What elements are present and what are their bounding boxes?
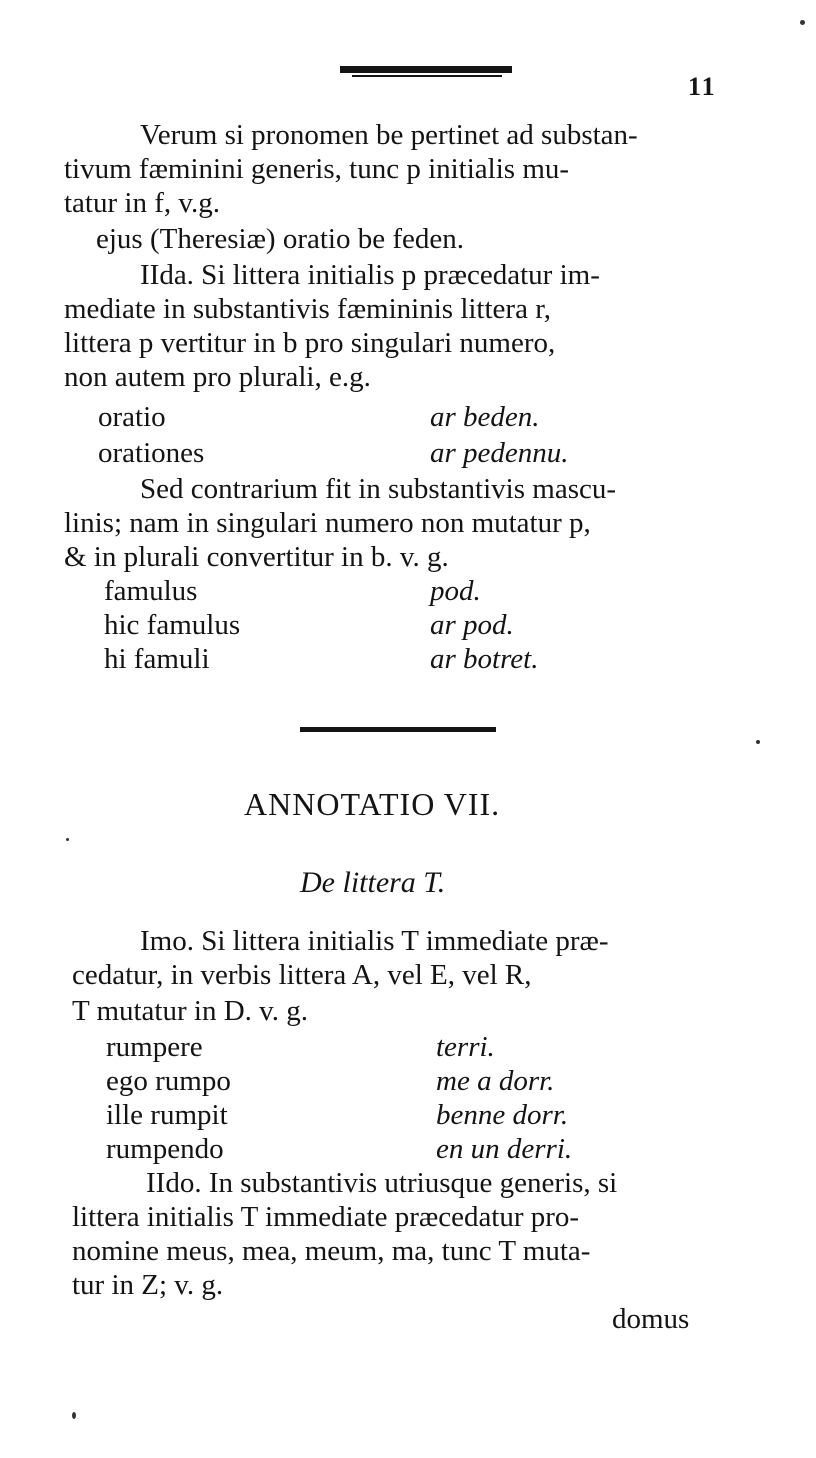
example-celtic: ar beden.: [430, 401, 540, 433]
example-celtic: en un derri.: [436, 1133, 573, 1165]
paragraph-line: IIda. Si littera initialis p præcedatur im-: [140, 259, 600, 291]
paragraph-line: linis; nam in singulari numero non mutatur p,: [64, 507, 591, 539]
example-latin: ego rumpo: [106, 1065, 231, 1097]
catchword: domus: [612, 1303, 690, 1335]
example-celtic: benne dorr.: [436, 1099, 569, 1131]
example-latin: orationes: [98, 437, 205, 469]
paragraph-line: tatur in f, v.g.: [64, 187, 220, 219]
scan-speck: [66, 838, 69, 841]
example-celtic: pod.: [430, 575, 481, 607]
paragraph-line: ejus (Theresiæ) oratio be feden.: [96, 223, 464, 255]
paragraph-line: non autem pro plurali, e.g.: [64, 361, 371, 393]
scan-speck: [756, 740, 760, 744]
paragraph-line: Verum si pronomen be pertinet ad substan-: [140, 119, 638, 151]
page-number: 11: [688, 72, 717, 101]
scan-speck: [800, 20, 805, 25]
example-latin: famulus: [104, 575, 198, 607]
example-latin: rumpendo: [106, 1133, 224, 1165]
paragraph-line: littera initialis T immediate præcedatur pro-: [72, 1201, 580, 1233]
example-celtic: ar pedennu.: [430, 437, 569, 469]
paragraph-line: tur in Z; v. g.: [72, 1269, 224, 1301]
example-latin: hi famuli: [104, 643, 210, 675]
example-celtic: ar botret.: [430, 643, 539, 675]
paragraph-line: tivum fæminini generis, tunc p initialis mu-: [64, 153, 570, 185]
section-separator-rule: [300, 727, 496, 732]
example-latin: oratio: [98, 401, 166, 433]
example-celtic: ar pod.: [430, 609, 514, 641]
example-latin: hic famulus: [104, 609, 241, 641]
paragraph-line: Sed contrarium fit in substantivis mascu-: [140, 473, 617, 505]
scan-speck: [72, 1412, 76, 1419]
example-celtic: me a dorr.: [436, 1065, 555, 1097]
paragraph-line: cedatur, in verbis littera A, vel E, vel R,: [72, 959, 532, 991]
section-title: ANNOTATIO VII.: [244, 786, 501, 822]
paragraph-line: littera p vertitur in b pro singulari numero,: [64, 327, 556, 359]
example-celtic: terri.: [436, 1031, 495, 1063]
paragraph-line: T mutatur in D. v. g.: [72, 995, 309, 1027]
paragraph-line: Imo. Si littera initialis T immediate præ-: [140, 925, 609, 957]
section-subtitle: De littera T.: [300, 866, 446, 899]
paragraph-line: mediate in substantivis fæmininis littera r,: [64, 293, 551, 325]
paragraph-line: & in plurali convertitur in b. v. g.: [64, 541, 449, 573]
header-ornament-rule-thin: [352, 75, 502, 77]
example-latin: rumpere: [106, 1031, 203, 1063]
paragraph-line: IIdo. In substantivis utriusque generis, si: [146, 1167, 618, 1199]
paragraph-line: nomine meus, mea, meum, ma, tunc T muta-: [72, 1235, 591, 1267]
example-latin: ille rumpit: [106, 1099, 228, 1131]
header-ornament-rule: [340, 66, 512, 73]
